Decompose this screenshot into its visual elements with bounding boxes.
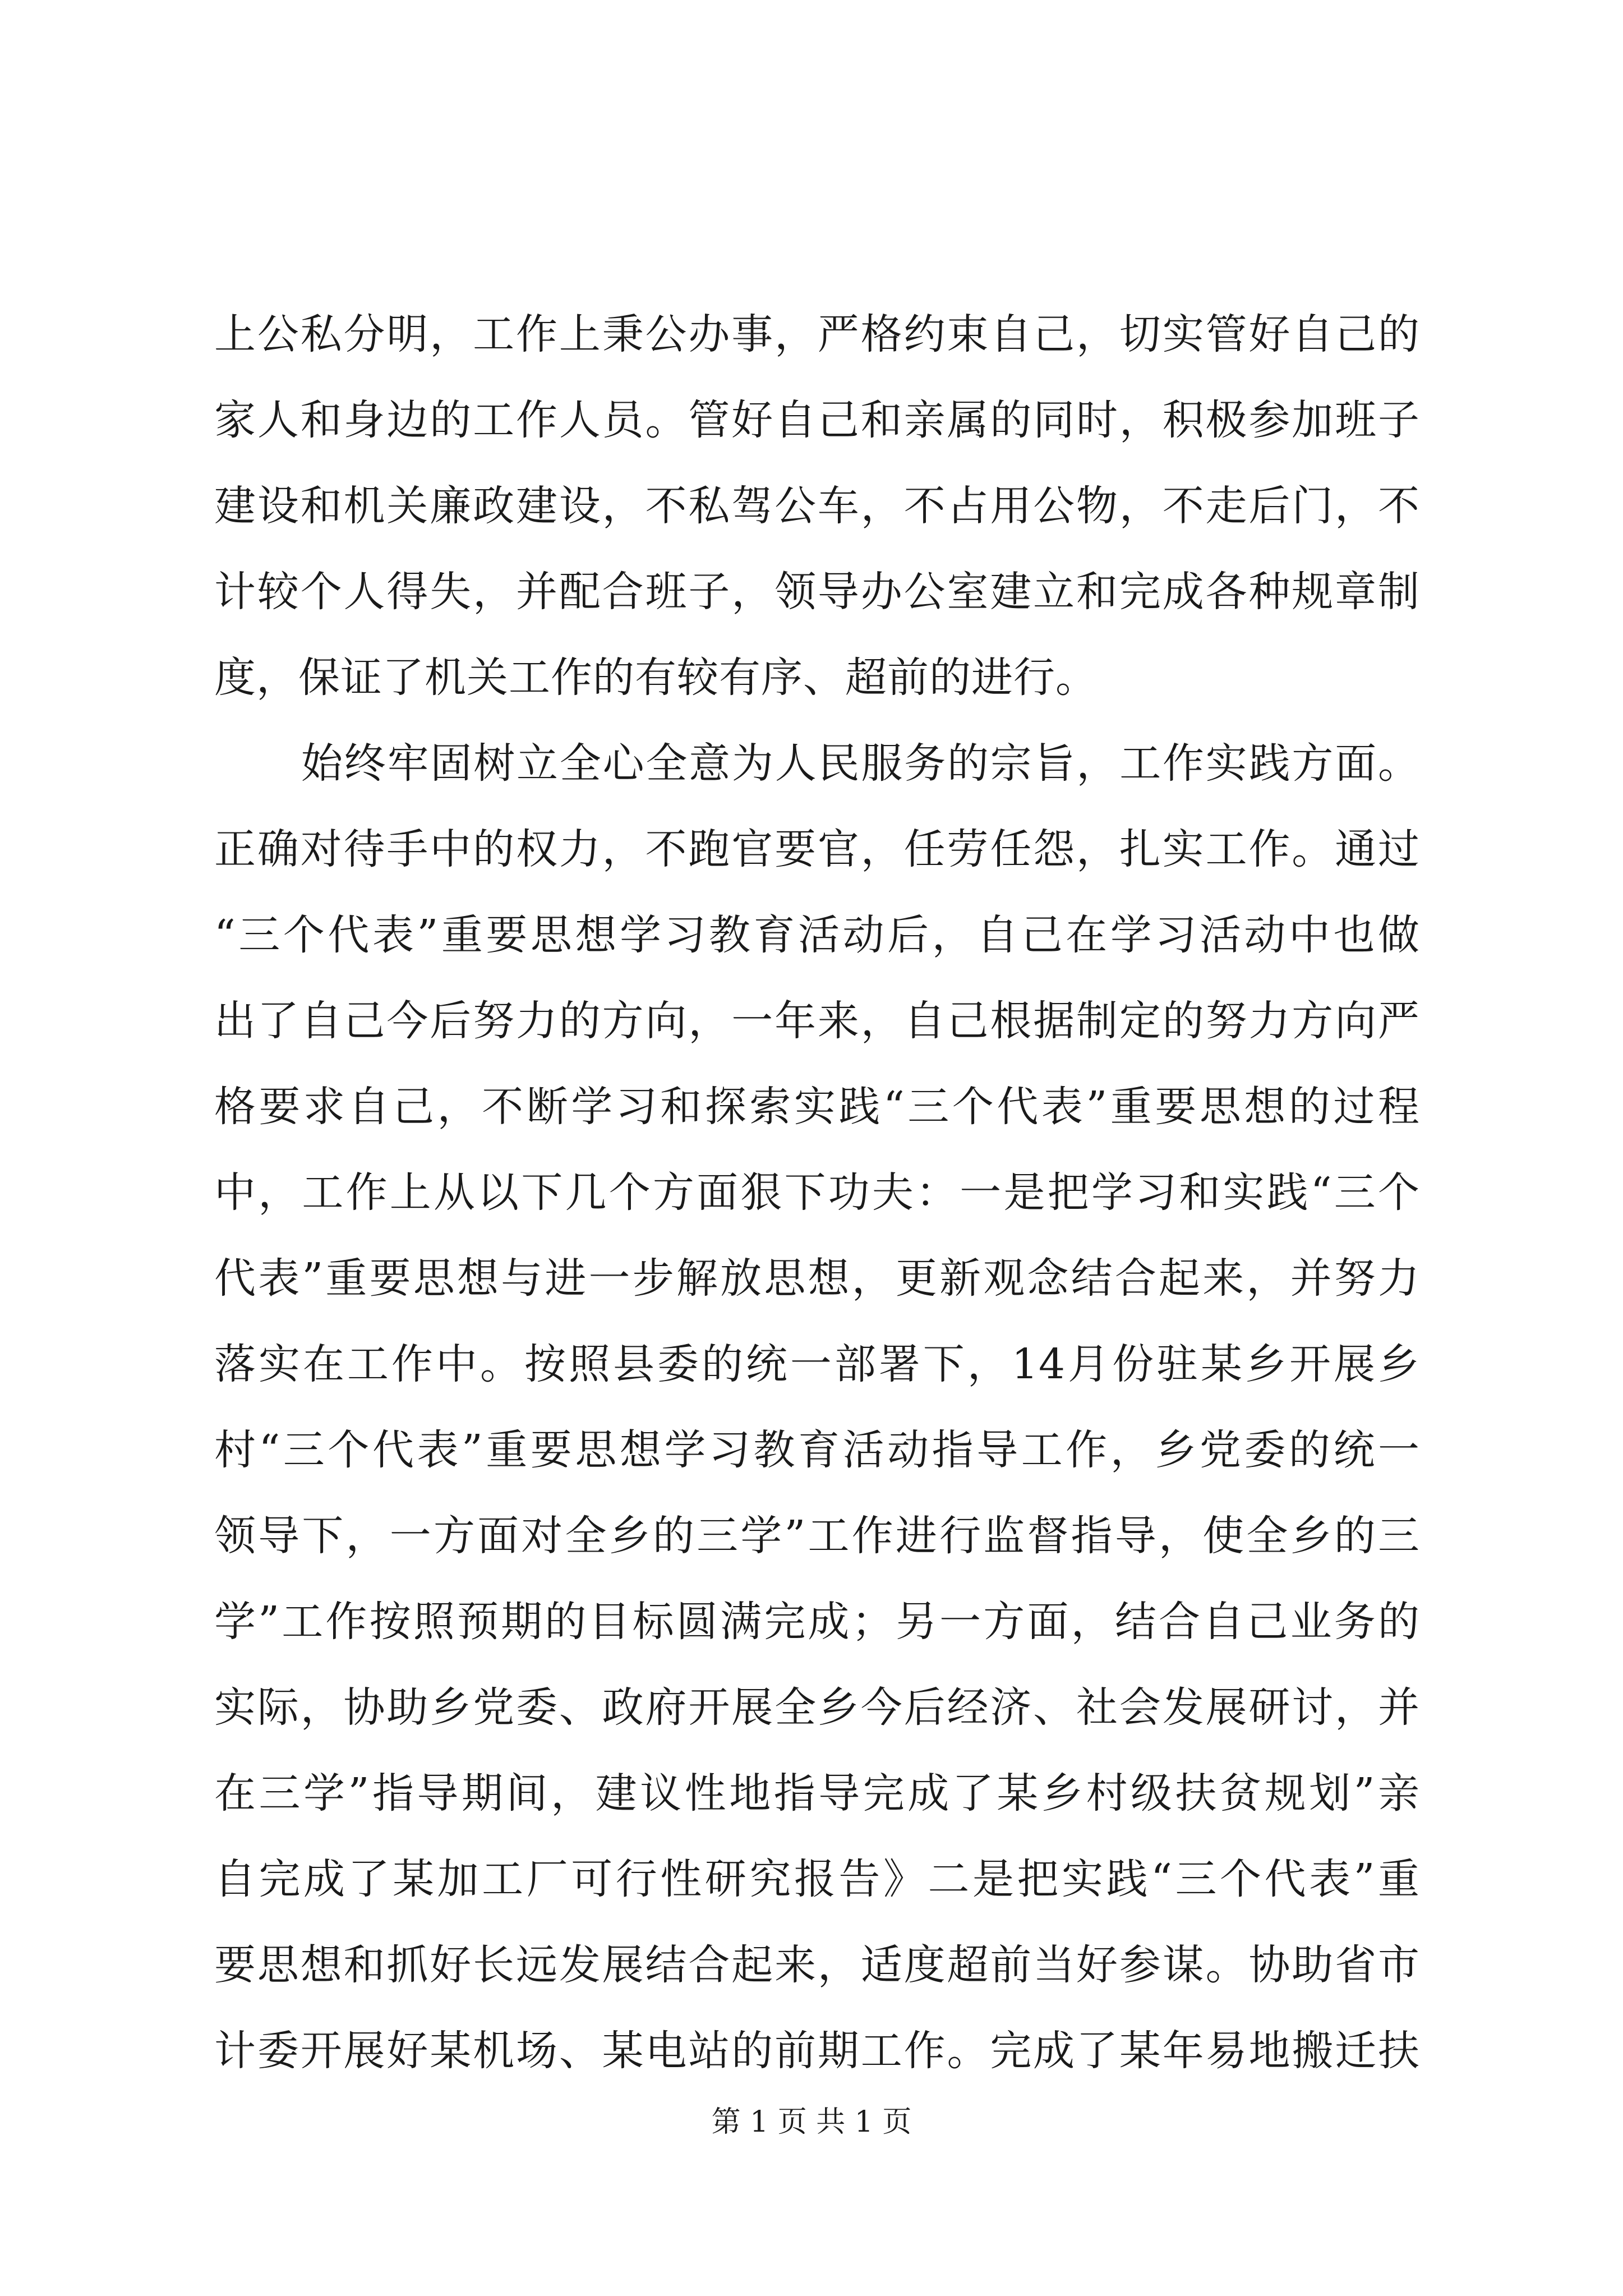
text-line: “三个代表”重要思想学习教育活动后，自己在学习活动中也做 <box>214 911 1420 959</box>
text-line: 落实在工作中。按照县委的统一部署下，14月份驻某乡开展乡 <box>214 1340 1420 1388</box>
text-line: 要思想和抓好长远发展结合起来，适度超前当好参谋。协助省市 <box>214 1941 1420 1989</box>
text-line: 家人和身边的工作人员。管好自己和亲属的同时，积极参加班子 <box>214 396 1420 444</box>
text-line: 始终牢固树立全心全意为人民服务的宗旨，工作实践方面。 <box>301 739 1420 788</box>
text-line: 正确对待手中的权力，不跑官要官，任劳任怨，扎实工作。通过 <box>214 825 1420 873</box>
text-line: 度，保证了机关工作的有较有序、超前的进行。 <box>214 654 1098 702</box>
text-line: 计较个人得失，并配合班子，领导办公室建立和完成各种规章制 <box>214 568 1420 616</box>
text-line: 中，工作上从以下几个方面狠下功夫：一是把学习和实践“三个 <box>214 1168 1420 1217</box>
page-number-footer: 第 1 页 共 1 页 <box>711 2105 912 2139</box>
paragraph <box>214 292 1420 721</box>
text-line: 出了自己今后努力的方向，一年来，自己根据制定的努力方向严 <box>214 997 1420 1045</box>
document-body <box>214 292 1420 2094</box>
text-line: 学”工作按照预期的目标圆满完成；另一方面，结合自己业务的 <box>214 1598 1420 1646</box>
text-line: 领导下，一方面对全乡的三学”工作进行监督指导，使全乡的三 <box>214 1512 1420 1560</box>
text-line: 建设和机关廉政建设，不私驾公车，不占用公物，不走后门，不 <box>214 482 1420 530</box>
text-line: 实际，协助乡党委、政府开展全乡今后经济、社会发展研讨，并 <box>214 1683 1420 1732</box>
text-line: 村“三个代表”重要思想学习教育活动指导工作，乡党委的统一 <box>214 1426 1420 1474</box>
text-line: 自完成了某加工厂可行性研究报告》二是把实践“三个代表”重 <box>214 1855 1420 1903</box>
text-line: 上公私分明，工作上秉公办事，严格约束自己，切实管好自己的 <box>214 310 1420 358</box>
paragraph <box>214 721 1420 2094</box>
text-line: 在三学”指导期间，建议性地指导完成了某乡村级扶贫规划”亲 <box>214 1769 1420 1818</box>
text-line: 格要求自己，不断学习和探索实践“三个代表”重要思想的过程 <box>214 1083 1420 1131</box>
text-line: 代表”重要思想与进一步解放思想，更新观念结合起来，并努力 <box>214 1254 1420 1303</box>
text-line: 计委开展好某机场、某电站的前期工作。完成了某年易地搬迁扶 <box>214 2027 1420 2075</box>
